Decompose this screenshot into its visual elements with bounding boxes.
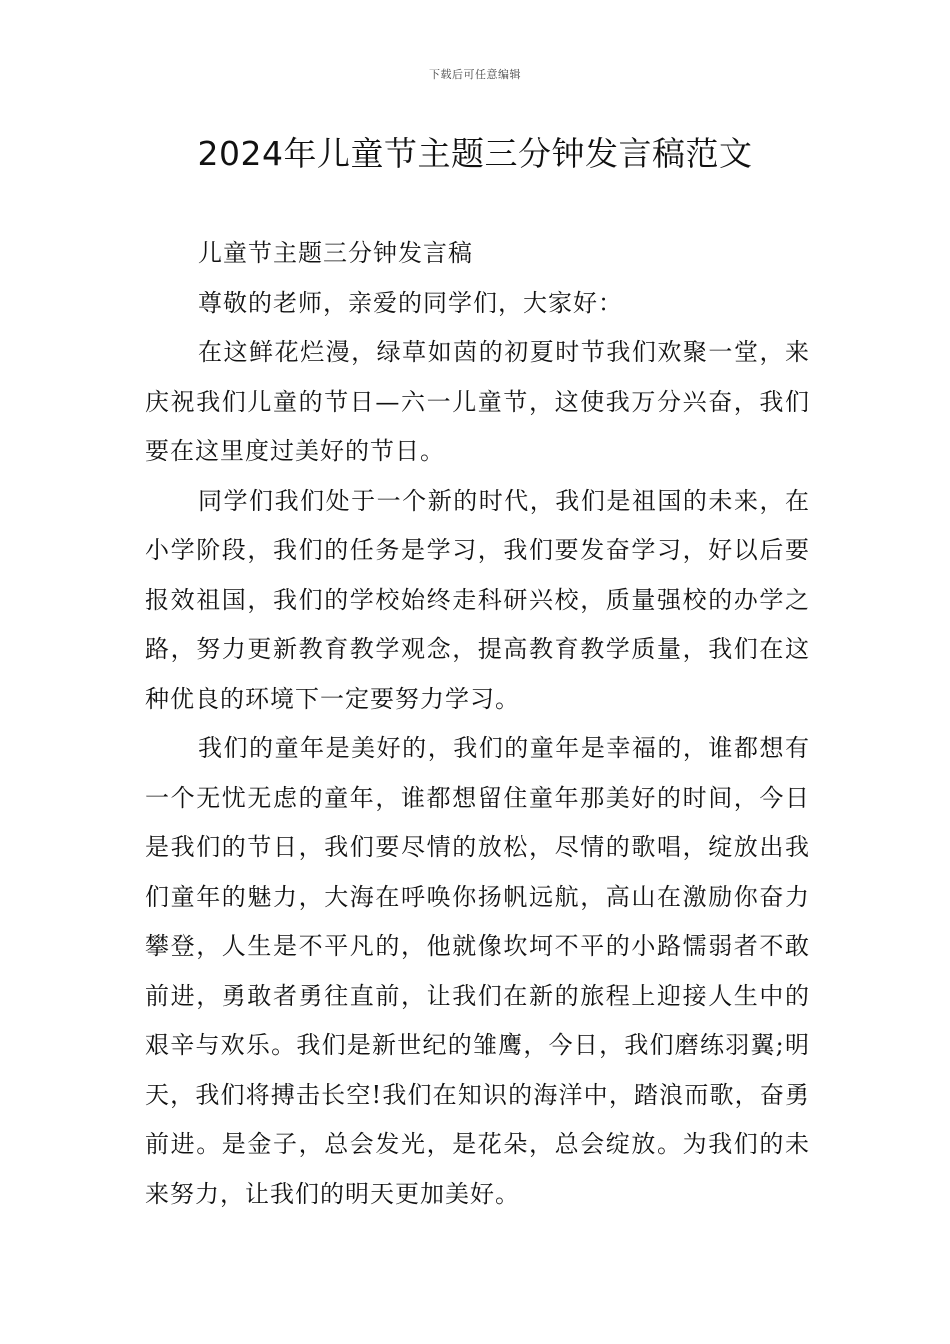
paragraph: 在这鲜花烂漫，绿草如茵的初夏时节我们欢聚一堂，来庆祝我们儿童的节日—六一儿童节，这使我万分兴奋，我们要在这里度过美好的节日。 — [145, 338, 810, 465]
paragraph: 我们的童年是美好的，我们的童年是幸福的，谁都想有一个无忧无虑的童年，谁都想留住童年那美好的时间，今日是我们的节日，我们要尽情的放松，尽情的歌唱，绽放出我们童年的魅力，大海在呼唤你扬帆远航，高山在激励你奋力攀登，人生是不平凡的，他就像坎坷不平的小路懦弱者不敢前进，勇敢者勇往直前，让我们在新的旅程上迎接人生中的艰辛与欢乐。我们是新世纪的雏鹰，今日，我们磨练羽翼;明天，我们将搏击长空!我们在知识的海洋中，踏浪而歌，奋勇前进。是金子，总会发光，是花朵，总会绽放。为我们的未来努力，让我们的明天更加美好。 — [145, 734, 810, 1208]
document-title: 2024年儿童节主题三分钟发言稿范文 — [197, 134, 753, 173]
paragraph-greeting: 尊敬的老师，亲爱的同学们，大家好： — [198, 288, 623, 317]
header-note: 下载后可任意编辑 — [429, 68, 521, 81]
paragraph-subtitle: 儿童节主题三分钟发言稿 — [198, 239, 473, 267]
document-body — [145, 229, 810, 1219]
paragraph: 同学们我们处于一个新的时代，我们是祖国的未来，在小学阶段，我们的任务是学习，我们要发奋学习，好以后要报效祖国，我们的学校始终走科研兴校，质量强校的办学之路，努力更新教育教学观念，提高教育教学质量，我们在这种优良的环境下一定要努力学习。 — [145, 486, 810, 713]
